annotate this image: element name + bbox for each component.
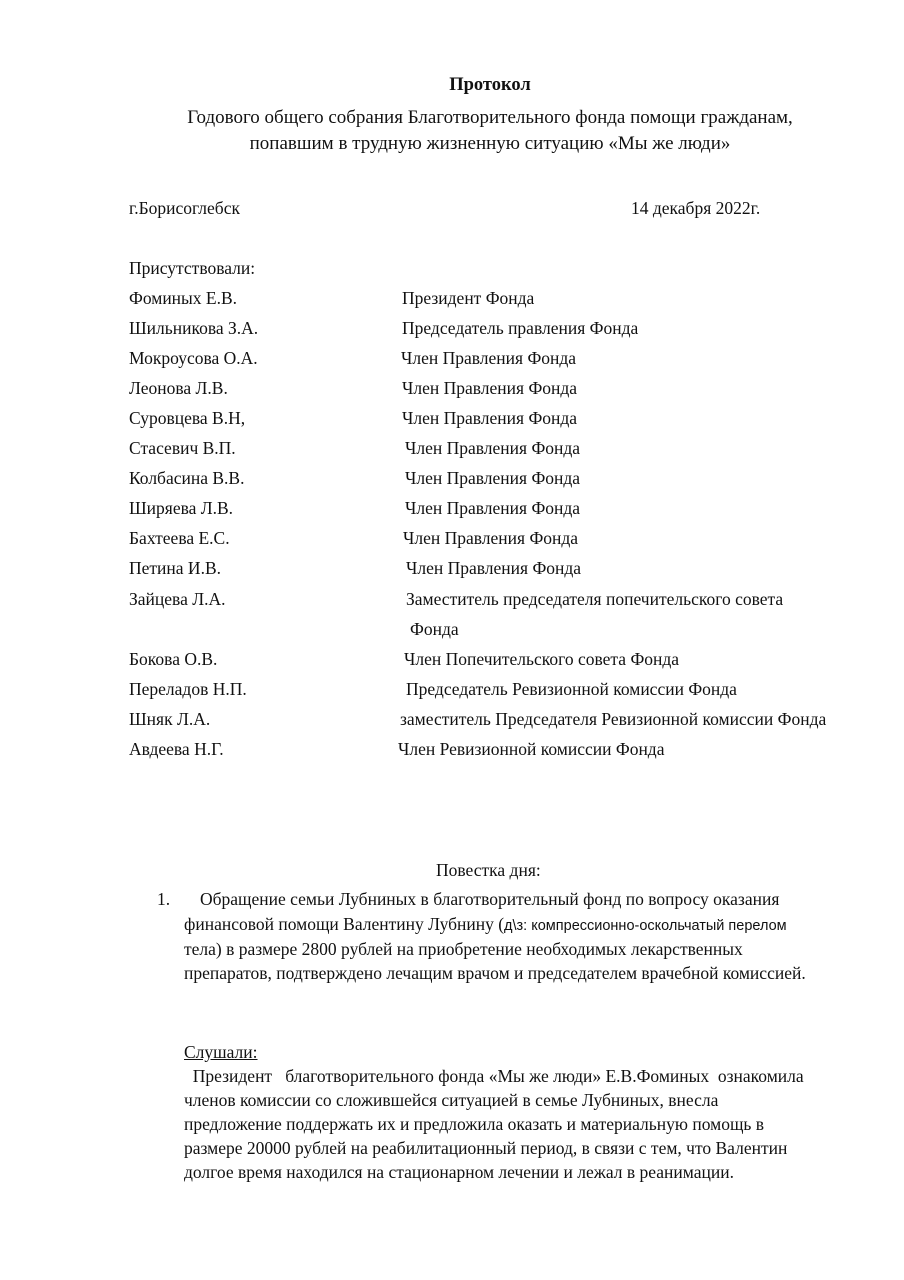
attendee-role: Президент Фонда: [402, 288, 535, 308]
attendee-role: заместитель Председателя Ревизионной комиссии Фонда: [400, 709, 827, 729]
attendee-role: Председатель правления Фонда: [402, 318, 639, 338]
attendee-name: Фоминых Е.В.: [129, 288, 238, 308]
agenda-item-number: 1.: [157, 889, 171, 909]
attendee-role: Член Правления Фонда: [405, 498, 581, 518]
agenda-heading: Повестка дня:: [436, 860, 541, 880]
document-subtitle-line-1: Годового общего собрания Благотворительного фонда помощи гражданам,: [187, 107, 793, 128]
attendee-role: Член Ревизионной комиссии Фонда: [398, 739, 665, 759]
attendee-role: Член Правления Фонда: [401, 348, 577, 368]
attendee-role: Член Правления Фонда: [402, 408, 578, 428]
attendee-role: Член Попечительского совета Фонда: [404, 649, 680, 669]
agenda-item-line-2-serif: финансовой помощи Валентину Лубнину (: [184, 914, 505, 934]
agenda-item-diagnosis: д\з: компрессионно-оскольчатый перелом: [504, 918, 787, 934]
attendee-role: Председатель Ревизионной комиссии Фонда: [406, 679, 737, 699]
attendee-name: Бокова О.В.: [129, 649, 218, 669]
attendee-name: Суровцева В.Н,: [129, 408, 246, 428]
attendee-name: Колбасина В.В.: [129, 468, 245, 488]
attendee-role: Член Правления Фонда: [402, 378, 578, 398]
heard-heading: Слушали:: [184, 1042, 258, 1062]
attendee-name: Шняк Л.А.: [129, 709, 211, 729]
agenda-item-line-4: препаратов, подтверждено лечащим врачом и председателем врачебной комиссией.: [184, 963, 806, 983]
heard-line: членов комиссии со сложившейся ситуацией в семье Лубниных, внесла: [184, 1090, 719, 1110]
attendee-name: Зайцева Л.А.: [129, 589, 226, 609]
attendee-role: Член Правления Фонда: [405, 438, 581, 458]
attendee-name: Авдеева Н.Г.: [129, 739, 224, 759]
attendee-name: Леонова Л.В.: [129, 378, 228, 398]
heard-line: предложение поддержать их и предложила оказать и материальную помощь в: [184, 1114, 765, 1134]
attendee-role: Член Правления Фонда: [403, 528, 579, 548]
attendee-name: Бахтеева Е.С.: [129, 528, 230, 548]
document-date: 14 декабря 2022г.: [631, 198, 761, 218]
agenda-item-line-3: тела) в размере 2800 рублей на приобретение необходимых лекарственных: [184, 939, 743, 959]
attendee-name: Ширяева Л.В.: [129, 498, 234, 518]
attendee-name: Стасевич В.П.: [129, 438, 236, 458]
heard-line: долгое время находился на стационарном лечении и лежал в реанимации.: [184, 1162, 734, 1182]
attendee-role-continuation: Фонда: [410, 619, 459, 639]
attendee-name: Петина И.В.: [129, 558, 221, 578]
attendee-name: Шильникова З.А.: [129, 318, 259, 338]
attendee-role: Член Правления Фонда: [406, 558, 582, 578]
attendees-heading: Присутствовали:: [129, 258, 256, 278]
heard-line: размере 20000 рублей на реабилитационный период, в связи с тем, что Валентин: [184, 1138, 788, 1158]
attendee-role: Член Правления Фонда: [405, 468, 581, 488]
attendee-role: Заместитель председателя попечительского совета: [406, 589, 784, 609]
agenda-item-line-1: Обращение семьи Лубниных в благотворительный фонд по вопросу оказания: [200, 889, 780, 909]
heard-line: Президент благотворительного фонда «Мы же люди» Е.В.Фоминых ознакомила: [184, 1066, 804, 1086]
city-label: г.Борисоглебск: [129, 198, 240, 218]
document-subtitle-line-2: попавшим в трудную жизненную ситуацию «Мы же люди»: [249, 133, 731, 154]
document-title: Протокол: [449, 75, 531, 95]
attendee-name: Мокроусова О.А.: [129, 348, 258, 368]
agenda-item-line-2: [184, 914, 787, 936]
attendee-name: Переладов Н.П.: [129, 679, 247, 699]
